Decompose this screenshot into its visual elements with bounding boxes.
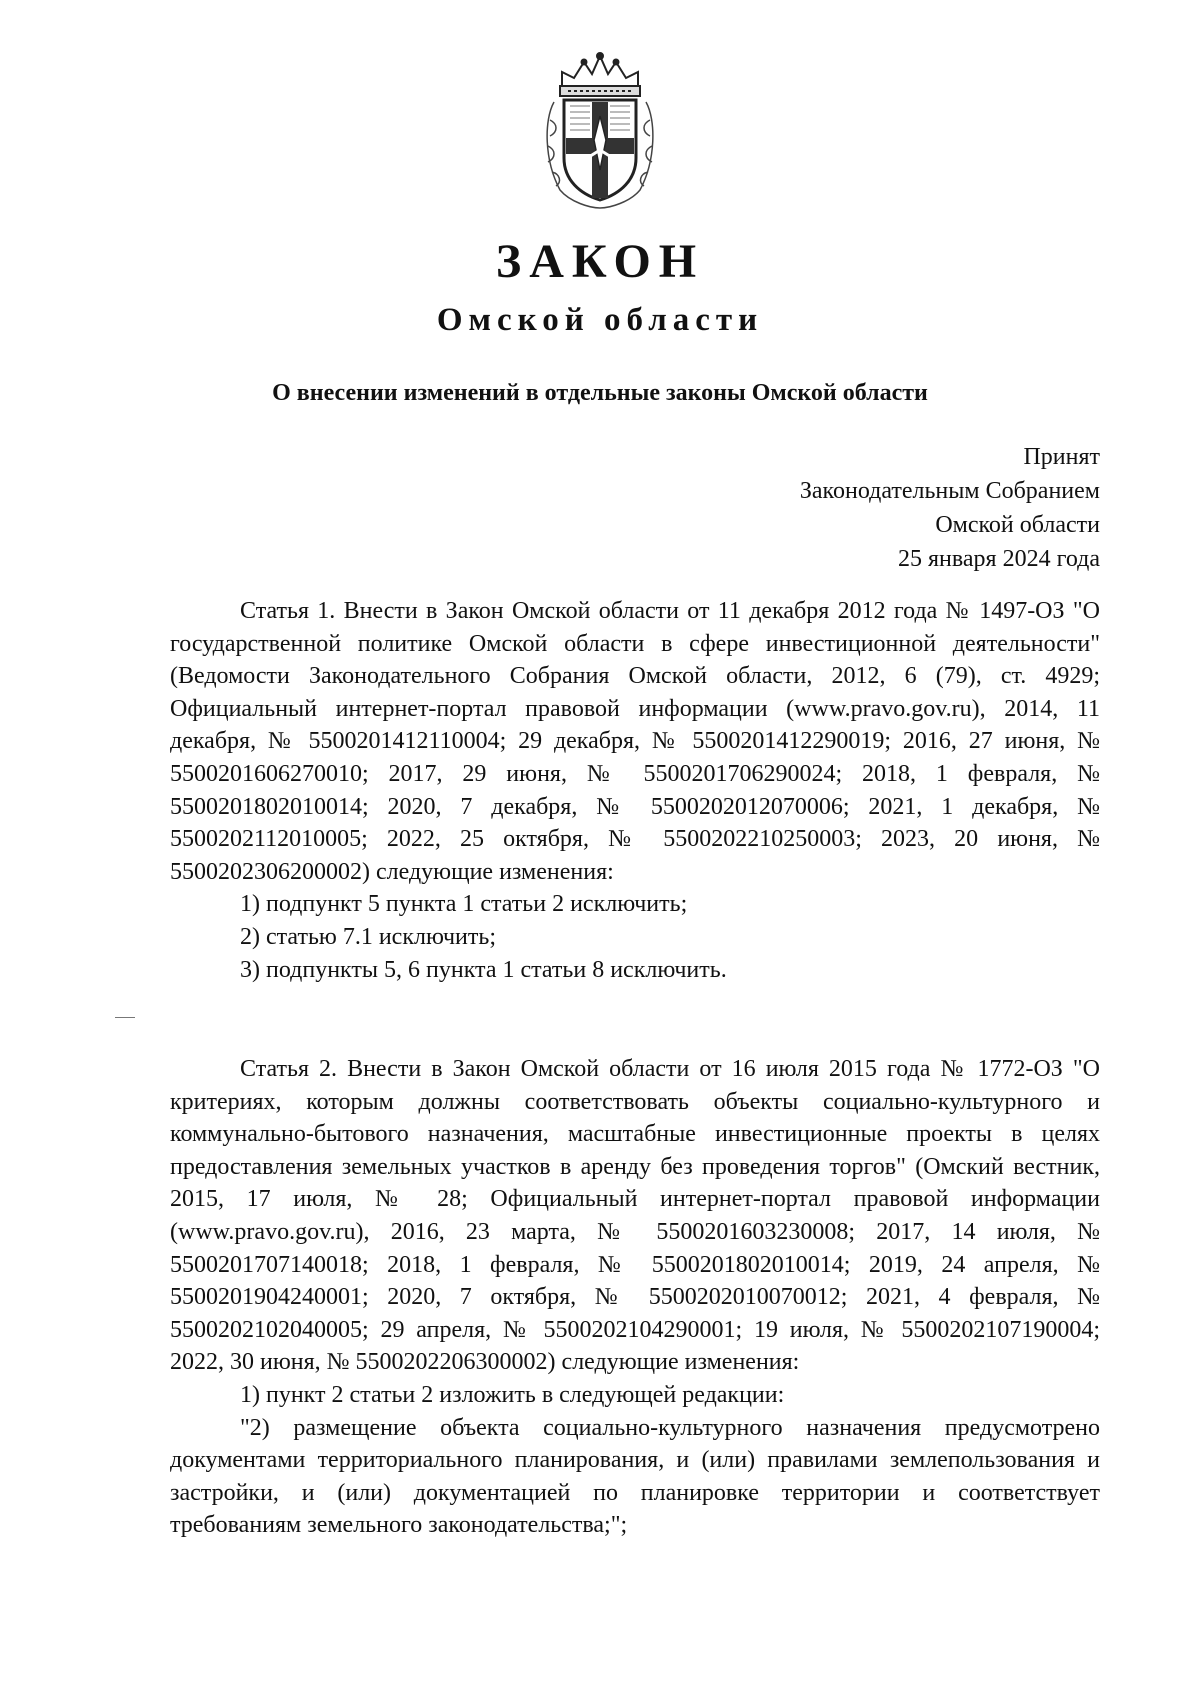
article-2 <box>170 1053 1100 1542</box>
adoption-line: Законодательным Собранием <box>799 478 1100 504</box>
adoption-block <box>800 440 1100 576</box>
margin-mark <box>115 1017 135 1018</box>
document-title: ЗАКОН <box>495 235 705 288</box>
document-region: Омской области <box>436 302 764 338</box>
article-1-item: 3) подпункты 5, 6 пункта 1 статьи 8 исключить. <box>240 956 727 983</box>
adoption-line: Омской области <box>935 512 1100 538</box>
article-2-intro: Статья 2. Внести в Закон Омской области от 16 июля 2015 года № 1772-ОЗ "О критериях, которым должны соответствовать объекты социально-культурного и коммунально-бытового назначения, масштабные инвестиционные проекты в целях предоставления земельных участков в аренду без проведения торгов" (Омский вестник, 2015, 17 июля, № 28; Официальный интернет-портал правовой информации (www.pravo.gov.ru), 2016, 23 марта, № 5500201603230008; 2017, 14 июля, № 5500201707140018; 2018, 1 февраля, № 5500201802010014; 2019, 24 апреля, № 5500201904240001; 2020, 7 октября, № 5500202010070012; 2021, 4 февраля, № 5500202102040005; 29 апреля, № 5500202104290001; 19 июля, № 5500202107190004; 2022, 30 июня, № 5500202206300002) следующие изменения: <box>170 1056 1100 1376</box>
adoption-line: Принят <box>1023 444 1100 470</box>
article-1-item: 2) статью 7.1 исключить; <box>240 923 496 950</box>
article-1 <box>170 595 1100 986</box>
article-2-quote: "2) размещение объекта социально-культурного назначения предусмотрено документами территориального планирования, и (или) правилами землепользования и застройки, и (или) документацией по планировке территории и соответствует требованиям земельного законодательства;"; <box>170 1414 1100 1539</box>
article-2-item: 1) пункт 2 статьи 2 изложить в следующей редакции: <box>240 1381 785 1408</box>
omsk-coat-of-arms-icon <box>540 50 660 210</box>
document-subject: О внесении изменений в отдельные законы Омской области <box>272 380 928 406</box>
adoption-date: 25 января 2024 года <box>897 546 1100 572</box>
article-1-intro: Статья 1. Внести в Закон Омской области от 11 декабря 2012 года № 1497-ОЗ "О государственной политике Омской области в сфере инвестиционной деятельности" (Ведомости Законодательного Собрания Омской области, 2012, 6 (79), ст. 4929; Официальный интернет-портал правовой информации (www.pravo.gov.ru), 2014, 11 декабря, № 5500201412110004; 29 декабря, № 5500201412290019; 2016, 27 июня, № 5500201606270010; 2017, 29 июня, № 5500201706290024; 2018, 1 февраля, № 5500201802010014; 2020, 7 декабря, № 5500202012070006; 2021, 1 декабря, № 5500202112010005; 2022, 25 октября, № 5500202210250003; 2023, 20 июня, № 5500202306200002) следующие изменения: <box>170 598 1100 885</box>
article-1-item: 1) подпункт 5 пункта 1 статьи 2 исключить; <box>240 891 688 918</box>
